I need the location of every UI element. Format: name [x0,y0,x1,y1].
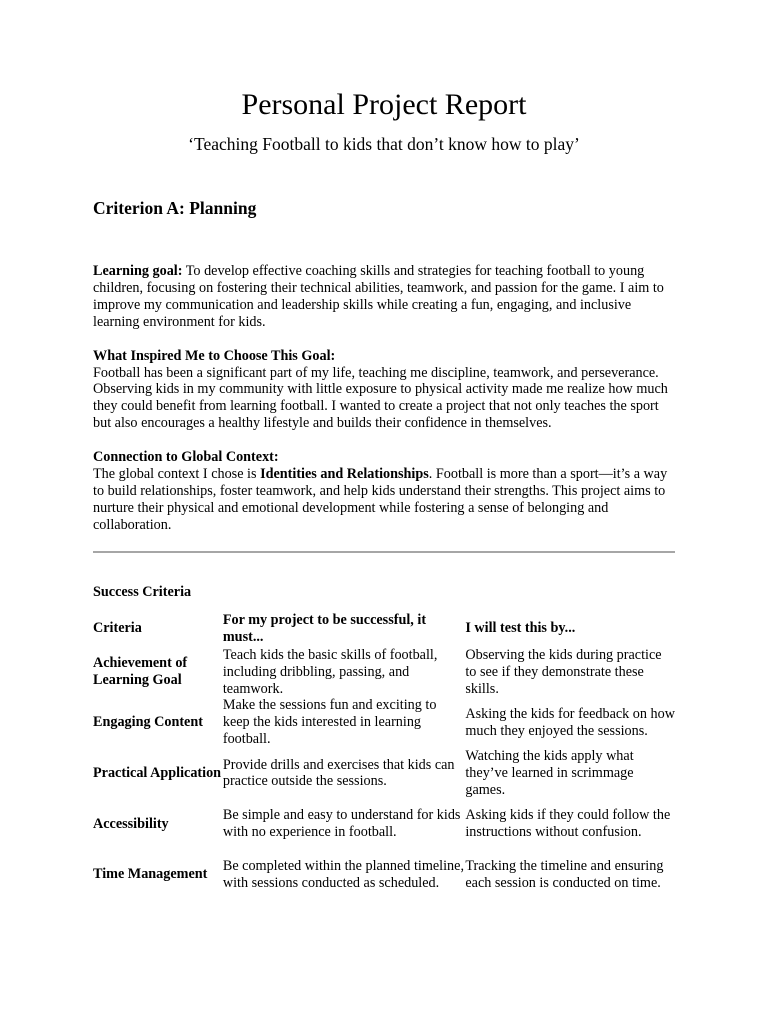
global-context-section [93,449,675,534]
row-must: Provide drills and exercises that kids can practice outside the sessions. [222,756,455,790]
section-divider [93,551,675,553]
inspiration-text: Football has been a significant part of my life, teaching me discipline, teamwork, and perseverance. Observing kids in my community with little exposure to physical activity made me realize how much they could benefit from learning football. I wanted to create a project that not only teaches the sport but also encourages a healthy lifestyle and builds their confidence in themselves. [93,364,668,432]
row-must: Be simple and easy to understand for kids with no experience in football. [222,807,461,841]
page-subtitle: ‘Teaching Football to kids that don’t know how to play’ [188,134,580,154]
row-criteria: Time Management [93,866,208,883]
table-row [93,849,675,900]
success-criteria-table [93,611,675,900]
header-test: I will test this by... [465,620,576,637]
table-row [93,799,675,850]
row-criteria: Engaging Content [93,714,203,731]
page-title: Personal Project Report [241,88,527,121]
table-row [93,748,675,799]
row-test: Watching the kids apply what they’ve learned in scrimmage games. [465,748,634,798]
table-row [93,697,675,748]
row-test: Asking the kids for feedback on how much they enjoyed the sessions. [465,705,675,739]
global-context-text [93,466,675,534]
global-context-text-after: . Football is more than a sport—it’s a way to build relationships, foster teamwork, and help kids understand their strengths. This project aims to nurture their physical and emotional development while fostering a sense of belonging and collaboration. [93,466,668,533]
header-criteria: Criteria [93,620,142,637]
header-must: For my project to be successful, it must... [222,611,427,645]
learning-goal-paragraph [93,263,675,331]
row-must: Make the sessions fun and exciting to keep the kids interested in learning football. [222,697,437,748]
global-context-label: Connection to Global Context: [93,449,279,466]
inspiration-label: What Inspired Me to Choose This Goal: [93,347,336,364]
row-test: Asking kids if they could follow the instructions without confusion. [465,807,671,841]
row-must: Teach kids the basic skills of football, including dribbling, passing, and teamwork. [222,646,438,697]
row-test: Observing the kids during practice to see if they demonstrate these skills. [465,646,662,697]
table-row [93,647,675,698]
inspiration-section [93,348,675,433]
row-criteria: Achievement of Learning Goal [93,655,188,689]
row-must: Be completed within the planned timeline, with sessions conducted as scheduled. [222,857,464,891]
row-test: Tracking the timeline and ensuring each session is conducted on time. [465,857,664,891]
table-header-row [93,611,675,647]
global-context-text-before: The global context I chose is [93,466,261,483]
row-criteria: Practical Application [93,765,222,782]
learning-goal-text: To develop effective coaching skills and strategies for teaching football to young children, focusing on fostering their technical abilities, teamwork, and passion for the game. I aim to improve my communication and leadership skills while creating a fun, engaging, and inclusive learning environment for kids. [93,263,664,330]
row-criteria: Accessibility [93,815,169,832]
learning-goal-label: Learning goal: [93,263,183,279]
global-context-highlight: Identities and Relationships [260,466,429,483]
success-criteria-title: Success Criteria [93,583,192,600]
criterion-heading: Criterion A: Planning [93,198,257,218]
